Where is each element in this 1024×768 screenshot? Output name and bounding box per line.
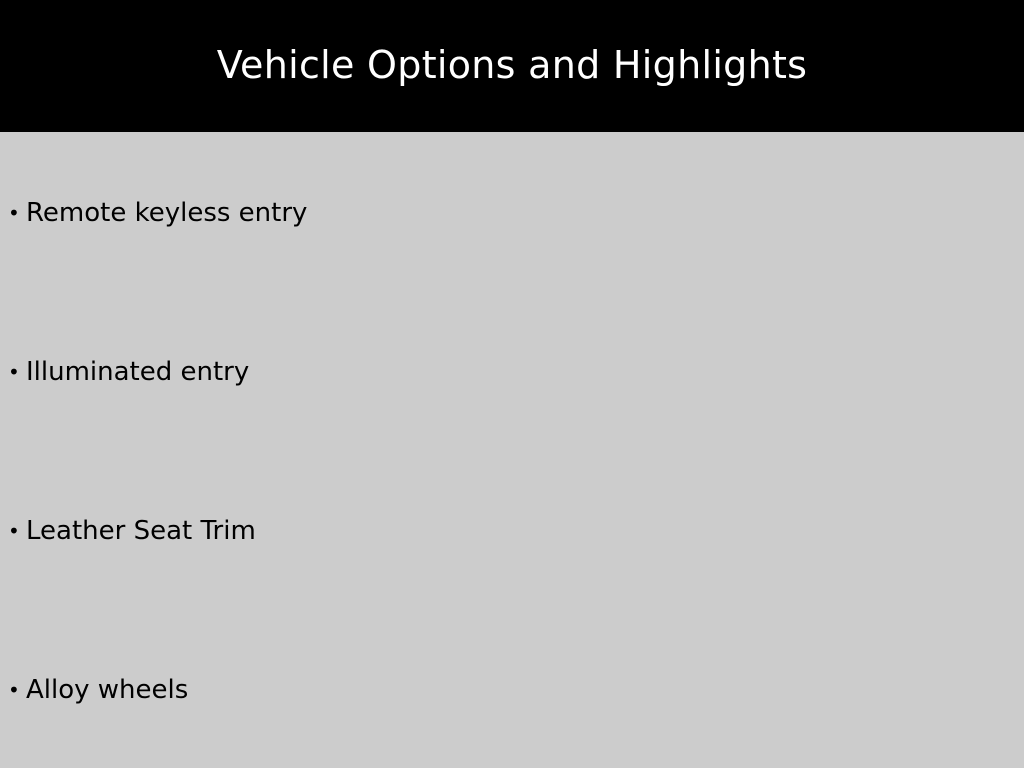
list-item bbox=[8, 516, 256, 546]
list-item bbox=[8, 198, 307, 228]
bullet-icon: • bbox=[8, 678, 20, 702]
bullet-icon: • bbox=[8, 201, 20, 225]
list-item bbox=[8, 675, 188, 705]
slide-title: Vehicle Options and Highlights bbox=[216, 43, 808, 87]
bullet-list bbox=[0, 132, 1024, 768]
slide-header bbox=[0, 0, 1024, 132]
list-item-label: Leather Seat Trim bbox=[26, 516, 256, 546]
list-item bbox=[8, 357, 249, 387]
bullet-icon: • bbox=[8, 360, 20, 384]
bullet-icon: • bbox=[8, 519, 20, 543]
list-item-label: Illuminated entry bbox=[26, 357, 250, 387]
list-item-label: Remote keyless entry bbox=[26, 198, 308, 228]
list-item-label: Alloy wheels bbox=[26, 675, 189, 705]
